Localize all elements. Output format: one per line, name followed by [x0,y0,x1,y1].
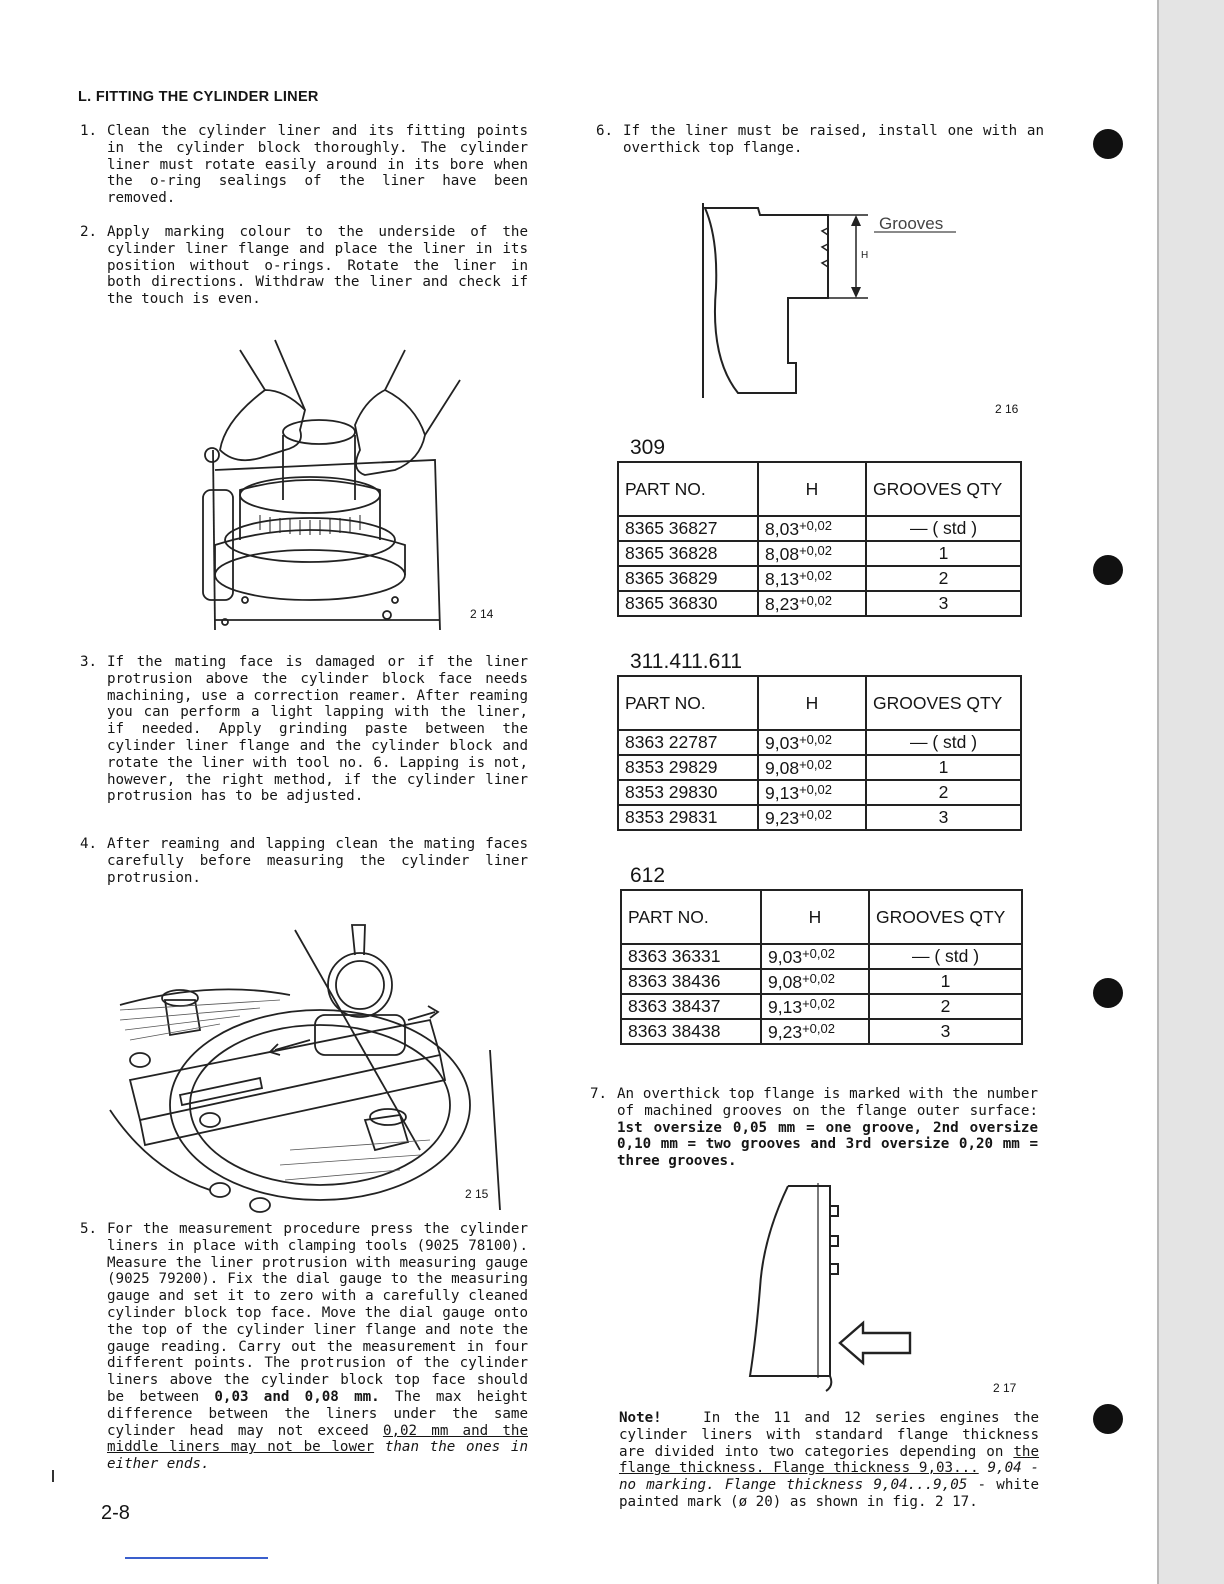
table-row [618,566,1021,591]
part-no: 8365 36830 [618,591,758,616]
step-number: 1. [80,123,98,139]
section-heading: L. FITTING THE CYLINDER LINER [78,89,319,105]
part-no: 8365 36828 [618,541,758,566]
step-number: 2. [80,224,98,240]
h-value: $9,08^{+0,02}$ [758,755,866,780]
step-number: 3. [80,654,98,670]
header-part-no: PART NO. [621,890,761,944]
h-value: $9,13^{+0,02}$ [758,780,866,805]
step-5 [80,1221,528,1473]
part-no: 8363 38438 [621,1019,761,1044]
table-row [618,780,1021,805]
figure-dial-gauge-measurement [90,910,510,1222]
table-row [621,1019,1022,1044]
h-value: $9,23^{+0,02}$ [758,805,866,830]
grooves-qty: 2 [869,994,1022,1019]
grooves-qty: — ( std ) [869,944,1022,969]
page-number: 2-8 [101,1502,130,1524]
step-number: 7. [590,1086,608,1102]
footer-rule [125,1557,268,1559]
height-difference-limit: 0,02 mm and the middle liners may not be lower [107,1422,528,1456]
figure-caption: 2 16 [995,402,1019,416]
step-text: If the liner must be raised, install one with an overthick top flange. [623,123,1044,156]
part-no: 8353 29829 [618,755,758,780]
step-text [107,1221,528,1473]
note-text-part: - white painted mark (ø 20) as shown in fig. 2 17. [619,1477,1040,1510]
note-text-part: In the 11 and 12 series engines the cylinder liners with standard flange thickness are divided into two categories depending on [619,1410,1039,1460]
header-grooves-qty: GROOVES QTY [866,462,1021,516]
step-number: 4. [80,836,98,852]
table-row [618,755,1021,780]
grooves-qty: 1 [869,969,1022,994]
figure-caption: 2 15 [465,1187,489,1201]
header-grooves-qty: GROOVES QTY [866,676,1021,730]
part-no: 8363 22787 [618,730,758,755]
table-header-row [618,462,1021,516]
step-text-part: The max height difference between the liners under the same cylinder head may not exceed [107,1388,529,1439]
table-title-612: 612 [630,864,666,887]
step-text-part: than the ones in either ends. [107,1439,529,1473]
step-2 [80,224,528,308]
parts-table-612 [620,889,1023,1045]
step-3 [80,654,528,805]
figure-flange-grooves [688,198,968,403]
h-value: $8,13^{+0,02}$ [758,566,866,591]
protrusion-range: 0,03 and 0,08 mm. [214,1388,380,1405]
h-value: $8,08^{+0,02}$ [758,541,866,566]
part-no: 8363 36331 [621,944,761,969]
table-row [621,944,1022,969]
table-row [618,805,1021,830]
header-grooves-qty: GROOVES QTY [869,890,1022,944]
margin-bullet [1093,978,1123,1008]
h-value: $8,23^{+0,02}$ [758,591,866,616]
step-4 [80,836,528,886]
h-value: $9,03^{+0,02}$ [761,944,869,969]
step-number: 5. [80,1221,98,1237]
step-text: Apply marking colour to the underside of the cylinder liner flange and place the liner in its position without o-rings. Rotate the liner in both directions. Withdraw the liner and check if the touch is even. [107,224,528,308]
note [619,1410,1039,1511]
figure-liner-rotation [165,330,465,635]
margin-bullet [1093,1404,1123,1434]
step-text: If the mating face is damaged or if the liner protrusion above the cylinder block face needs machining, use a correction reamer. After reaming you can perform a light lapping with the liner, if needed. Apply grinding paste between the cylinder liner flange and the cylinder block and rotate the liner with tool no. 6. Lapping is not, however, the right method, if the cylinder liner protrusion has to be adjusted. [107,654,528,805]
table-header-row [621,890,1022,944]
step-text [617,1086,1038,1170]
figure-caption: 2 14 [470,607,494,621]
h-dimension-label: H [861,250,869,261]
part-no: 8363 38436 [621,969,761,994]
part-no: 8363 38437 [621,994,761,1019]
oversize-groove-key: 1st oversize 0,05 mm = one groove, 2nd oversize 0,10 mm = two grooves and 3rd oversize 0,20 mm = three grooves. [617,1119,1038,1170]
margin-mark [52,1470,54,1482]
flange-thickness-category: the flange thickness. Flange thickness 9,03... [619,1443,1039,1477]
grooves-qty: — ( std ) [866,516,1021,541]
table-header-row [618,676,1021,730]
table-title-311-411-611: 311.411.611 [630,650,743,673]
grooves-label: Grooves [879,214,944,233]
step-number: 6. [596,123,614,139]
figure-groove-marking [738,1178,918,1396]
grooves-qty: 3 [866,805,1021,830]
grooves-qty: 1 [866,541,1021,566]
note-label: Note! [619,1410,662,1426]
table-row [618,541,1021,566]
table-row [618,516,1021,541]
step-text: After reaming and lapping clean the mating faces carefully before measuring the cylinder liner protrusion. [107,836,528,886]
header-part-no: PART NO. [618,676,758,730]
table-row [618,730,1021,755]
step-7 [590,1086,1038,1170]
part-no: 8353 29830 [618,780,758,805]
margin-bullet [1093,129,1123,159]
header-h: H [758,676,866,730]
table-title-309: 309 [630,436,666,459]
step-text: Clean the cylinder liner and its fitting points in the cylinder block thoroughly. The cylinder liner must rotate easily around in its bore when the o-ring sealings of the liner have been removed. [107,123,528,207]
table-row [621,969,1022,994]
margin-bullet [1093,555,1123,585]
grooves-qty: 3 [866,591,1021,616]
step-text-part: An overthick top flange is marked with the number of machined grooves on the flange outer surface: [617,1086,1038,1119]
part-no: 8353 29831 [618,805,758,830]
step-1 [80,123,528,207]
scanned-page-edge [1157,0,1224,1584]
grooves-qty: 3 [869,1019,1022,1044]
h-value: $9,13^{+0,02}$ [761,994,869,1019]
table-row [621,994,1022,1019]
header-part-no: PART NO. [618,462,758,516]
parts-table-311-411-611 [617,675,1022,831]
figure-caption: 2 17 [993,1381,1017,1395]
h-value: $9,08^{+0,02}$ [761,969,869,994]
note-text-part: 9,04 - no marking. Flange thickness 9,04...9,05 [619,1460,1040,1494]
header-h: H [761,890,869,944]
part-no: 8365 36829 [618,566,758,591]
grooves-qty: 2 [866,566,1021,591]
grooves-qty: — ( std ) [866,730,1021,755]
table-row [618,591,1021,616]
part-no: 8365 36827 [618,516,758,541]
header-h: H [758,462,866,516]
parts-table-309 [617,461,1022,617]
h-value: $9,03^{+0,02}$ [758,730,866,755]
h-value: $9,23^{+0,02}$ [761,1019,869,1044]
step-text-part: For the measurement procedure press the cylinder liners in place with clamping tools (9025 78100). Measure the liner protrusion with measuring gauge (9025 79200). Fix the dial gauge to the measuring gauge and set it to zero with a carefully cleaned cylinder block top face. Move the dial gauge onto the top of the cylinder liner flange and note the gauge reading. Carry out the measurement in four different points. The protrusion of the cylinder liners above the cylinder block top face should be between [107,1221,528,1405]
note-text [619,1410,1039,1511]
h-value: $8,03^{+0,02}$ [758,516,866,541]
grooves-qty: 1 [866,755,1021,780]
grooves-qty: 2 [866,780,1021,805]
step-6 [596,123,1044,157]
